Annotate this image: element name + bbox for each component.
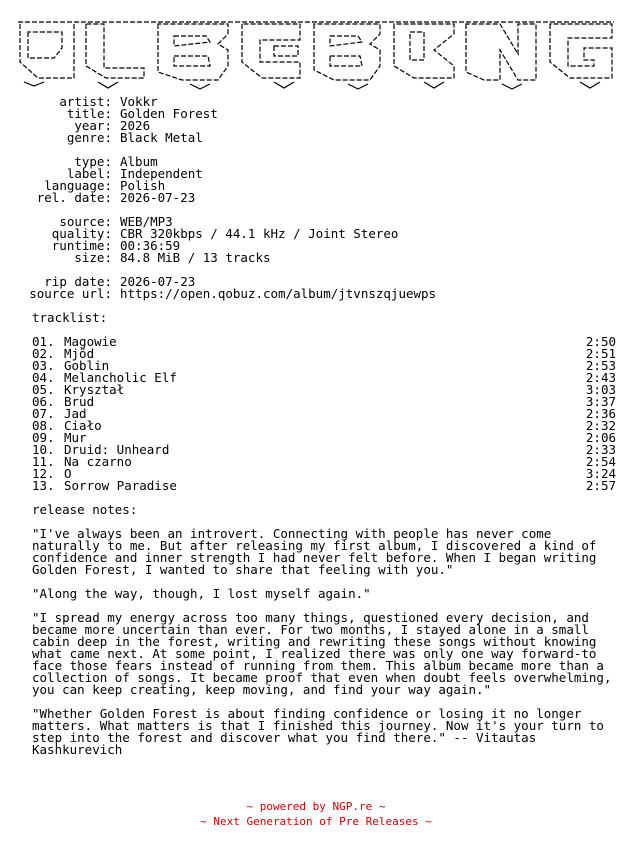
track-title: Goblin (64, 358, 110, 373)
track-number: 09. (32, 430, 55, 445)
info-row (0, 192, 632, 204)
footer-tagline: ~ Next Generation of Pre Releases ~ (200, 815, 432, 828)
release-block (0, 156, 632, 204)
info-key: language: (44, 178, 112, 193)
tracklist (0, 336, 632, 492)
track-number: 05. (32, 382, 55, 397)
track-row (0, 480, 616, 492)
info-value: Golden Forest (120, 106, 218, 121)
track-title: Ciało (64, 418, 102, 433)
track-title: Jad (64, 406, 87, 421)
info-key: artist: (59, 94, 112, 109)
info-value: Album (120, 154, 158, 169)
track-duration: 2:43 (585, 370, 616, 385)
track-title: Sorrow Paradise (64, 478, 177, 493)
track-number: 06. (32, 394, 55, 409)
info-value: WEB/MP3 (120, 214, 173, 229)
track-number: 01. (32, 334, 55, 349)
track-row (0, 420, 616, 432)
track-duration: 2:06 (585, 430, 616, 445)
track-row (0, 396, 616, 408)
info-key: size: (74, 250, 112, 265)
track-title: Magowie (64, 334, 117, 349)
track-duration: 2:50 (585, 334, 616, 349)
track-number: 11. (32, 454, 55, 469)
info-value: Black Metal (120, 130, 203, 145)
release-note-paragraph: "I've always been an introvert. Connecting with people has never come naturally to me. But after releasing my first album, I discovered a kind of confidence and inner strength I had never felt before. When I began writing Golden Forest, I wanted to share that feeling with you." (32, 526, 597, 577)
footer-powered-by: ~ powered by NGP.re ~ (246, 800, 386, 813)
release-note-paragraph: "Along the way, though, I lost myself again." (32, 586, 371, 601)
info-value: CBR 320kbps / 44.1 kHz / Joint Stereo (120, 226, 399, 241)
track-number: 07. (32, 406, 55, 421)
track-number: 04. (32, 370, 55, 385)
info-key: type: (74, 154, 112, 169)
nfo-content (0, 96, 632, 756)
track-duration: 3:24 (585, 466, 616, 481)
rip-block (0, 276, 632, 300)
track-row (0, 456, 616, 468)
track-duration: 2:57 (585, 478, 616, 493)
track-duration: 2:33 (585, 442, 616, 457)
tech-block (0, 216, 632, 264)
info-key: runtime: (51, 238, 112, 253)
info-value: 84.8 MiB / 13 tracks (120, 250, 271, 265)
info-key: rip date: (44, 274, 112, 289)
info-key: source url: (29, 286, 112, 301)
info-row (0, 252, 632, 264)
meta-block (0, 96, 632, 144)
info-key: year: (74, 118, 112, 133)
track-title: Brud (64, 394, 95, 409)
tracklist-heading: tracklist: (32, 310, 108, 325)
info-key: quality: (51, 226, 112, 241)
track-number: 12. (32, 466, 55, 481)
info-value: 2026-07-23 (120, 274, 196, 289)
release-note-paragraph: "I spread my energy across too many things, questioned every decision, and became more uncertain than ever. For two months, I stayed alone in a small cabin deep in the forest, writing and rewriting these songs without knowing what came next. At some point, I realized there was only one way forward-to face those fears instead of running from them. This album became more than a collection of songs. It became proof that even when doubt feels overwhelming, you can keep creating, keep moving, and find your way again." (32, 610, 612, 697)
release-notes-heading: release notes: (32, 502, 138, 517)
info-value: https://open.qobuz.com/album/jtvnszqjuewps (120, 286, 437, 301)
track-duration: 2:53 (585, 358, 616, 373)
info-value: 2026-07-23 (120, 190, 196, 205)
track-duration: 2:51 (585, 346, 616, 361)
track-duration: 3:03 (585, 382, 616, 397)
info-value: Vokkr (120, 94, 158, 109)
track-number: 03. (32, 358, 55, 373)
info-value: Independent (120, 166, 203, 181)
ascii-banner-logo (14, 10, 618, 90)
track-number: 10. (32, 442, 55, 457)
track-number: 02. (32, 346, 55, 361)
info-row (0, 288, 632, 300)
info-value: 2026 (120, 118, 151, 133)
track-number: 08. (32, 418, 55, 433)
track-title: Melancholic Elf (64, 370, 177, 385)
info-key: rel. date: (36, 190, 112, 205)
info-value: 00:36:59 (120, 238, 181, 253)
track-title: Na czarno (64, 454, 132, 469)
track-title: Druid: Unheard (64, 442, 170, 457)
info-key: title: (66, 106, 112, 121)
info-row (0, 132, 632, 144)
track-title: Mjöd (64, 346, 95, 361)
release-notes (0, 528, 632, 756)
release-note-paragraph: "Whether Golden Forest is about finding confidence or losing it no longer matters. What matters is that I finished this journey. Now it's your turn to step into the forest and discover what you find there." -- Vitautas Kashkurevich (32, 706, 604, 757)
track-duration: 2:54 (585, 454, 616, 469)
track-number: 13. (32, 478, 55, 493)
track-duration: 3:37 (585, 394, 616, 409)
track-title: Mur (64, 430, 87, 445)
track-duration: 2:36 (585, 406, 616, 421)
track-title: Kryształ (64, 382, 125, 397)
track-title: O (64, 466, 72, 481)
info-key: source: (59, 214, 112, 229)
track-duration: 2:32 (585, 418, 616, 433)
info-key: genre: (66, 130, 112, 145)
info-value: Polish (120, 178, 166, 193)
info-key: label: (66, 166, 112, 181)
